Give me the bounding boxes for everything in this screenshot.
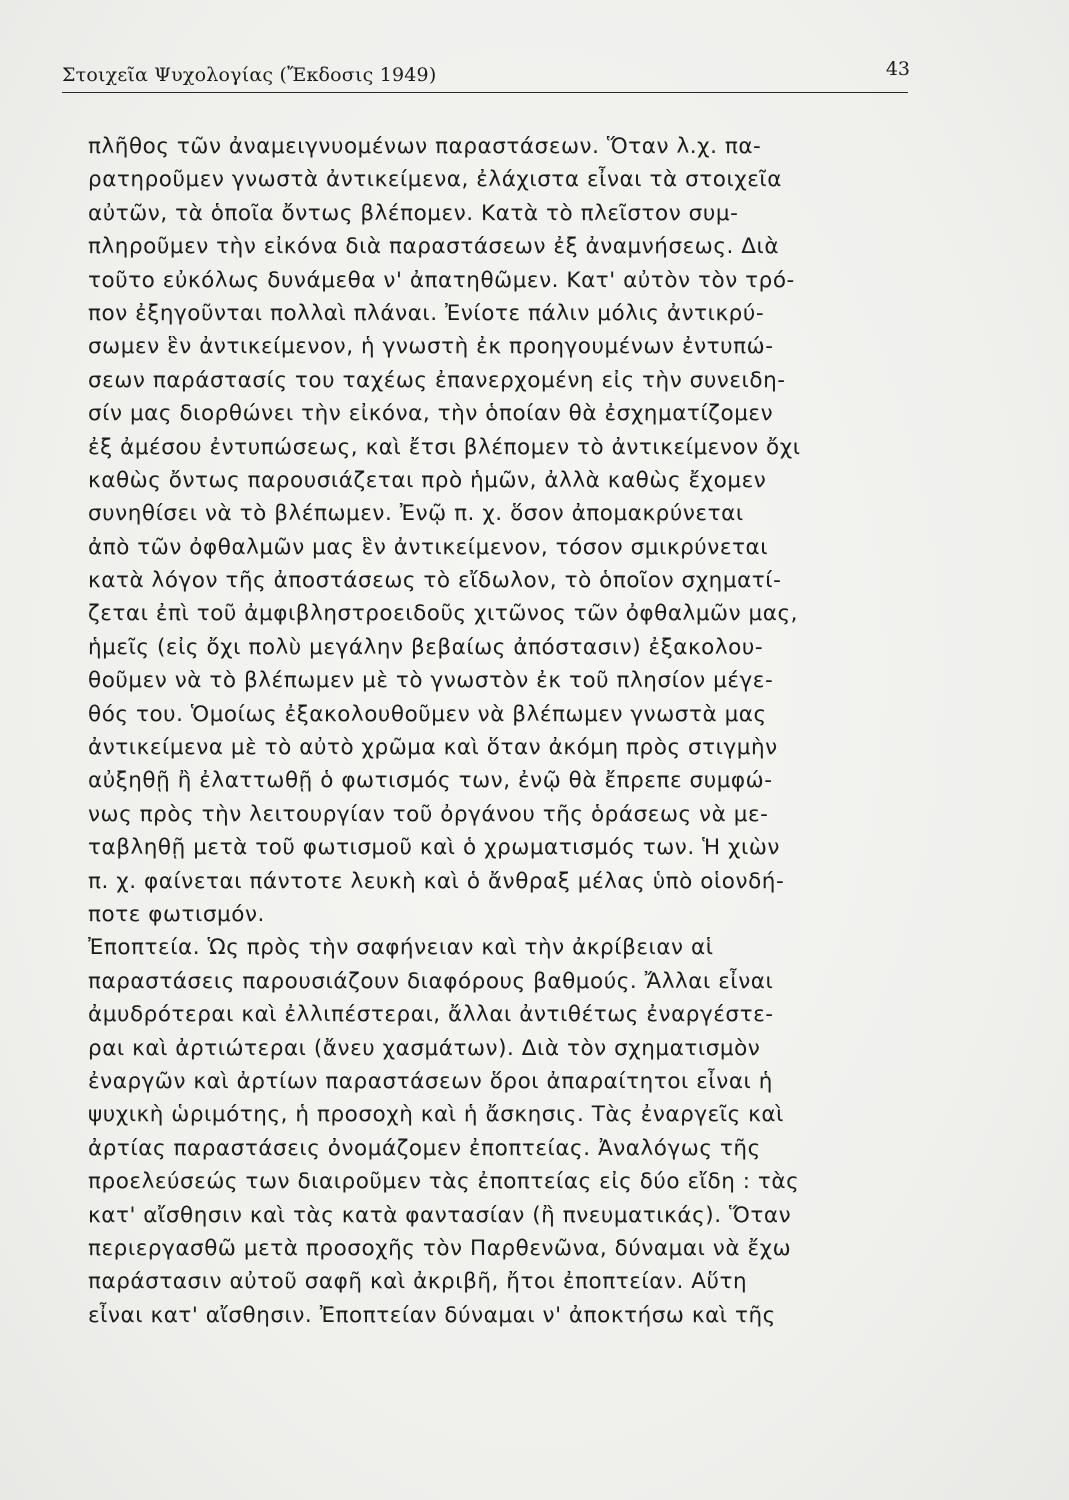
text-line: σωμεν ἓν ἀντικείμενον, ἡ γνωστὴ ἐκ προηγουμένων ἐντυπώ- bbox=[88, 334, 774, 360]
text-line: αὐξηθῇ ἢ ἐλαττωθῇ ὁ φωτισμός των, ἐνῷ θὰ ἔπρεπε συμφώ- bbox=[88, 768, 773, 794]
text-line: ἀμυδρότεραι καὶ ἐλλιπέστεραι, ἄλλαι ἀντιθέτως ἐναργέστε- bbox=[88, 1002, 774, 1028]
text-line: σεων παράστασίς του ταχέως ἐπανερχομένη εἰς τὴν συνειδη- bbox=[88, 367, 786, 393]
text-line: περιεργασθῶ μετὰ προσοχῆς τὸν Παρθενῶνα, δύναμαι νὰ ἔχω bbox=[88, 1235, 792, 1261]
page-number: 43 bbox=[885, 58, 910, 80]
text-line: ραι καὶ ἀρτιώτεραι (ἄνευ χασμάτων). Διὰ τὸν σχηματισμὸν bbox=[88, 1035, 761, 1061]
page-header bbox=[62, 58, 910, 94]
text-line: Ἐποπτεία. Ὡς πρὸς τὴν σαφήνειαν καὶ τὴν ἀκρίβειαν αἱ bbox=[88, 935, 714, 961]
text-line: παράστασιν αὐτοῦ σαφῆ καὶ ἀκριβῆ, ἤτοι ἐποπτείαν. Αὕτη bbox=[88, 1269, 748, 1295]
text-line: σίν μας διορθώνει τὴν εἰκόνα, τὴν ὁποίαν θὰ ἐσχηματίζομεν bbox=[88, 401, 774, 427]
text-line: κατὰ λόγον τῆς ἀποστάσεως τὸ εἴδωλον, τὸ ὁποῖον σχηματί- bbox=[88, 568, 782, 594]
header-rule bbox=[62, 92, 908, 93]
text-line: πλῆθος τῶν ἀναμειγνυομένων παραστάσεων. Ὅταν λ.χ. πα- bbox=[88, 134, 762, 159]
text-line: πληροῦμεν τὴν εἰκόνα διὰ παραστάσεων ἐξ ἀναμνήσεως. Διὰ bbox=[88, 234, 780, 260]
text-line: ἀρτίας παραστάσεις ὀνομάζομεν ἐποπτείας. Ἀναλόγως τῆς bbox=[88, 1135, 761, 1161]
text-line: ζεται ἐπὶ τοῦ ἀμφιβληστροειδοῦς χιτῶνος τῶν ὀφθαλμῶν μας, bbox=[88, 601, 799, 627]
body-text bbox=[88, 130, 938, 1332]
text-line: συνηθίσει νὰ τὸ βλέπωμεν. Ἐνῷ π. χ. ὅσον ἀπομακρύνεται bbox=[88, 501, 744, 527]
text-line: πον ἐξηγοῦνται πολλαὶ πλάναι. Ἐνίοτε πάλιν μόλις ἀντικρύ- bbox=[88, 300, 765, 326]
text-line: ἡμεῖς (εἰς ὄχι πολὺ μεγάλην βεβαίως ἀπόστασιν) ἐξακολου- bbox=[88, 634, 764, 660]
text-line: προελεύσεώς των διαιροῦμεν τὰς ἐποπτείας εἰς δύο εἴδη : τὰς bbox=[88, 1169, 800, 1195]
text-line: νως πρὸς τὴν λειτουργίαν τοῦ ὀργάνου τῆς ὁράσεως νὰ με- bbox=[88, 801, 769, 827]
text-line: καθὼς ὄντως παρουσιάζεται πρὸ ἡμῶν, ἀλλὰ καθὼς ἔχομεν bbox=[88, 467, 767, 493]
running-title: Στοιχεῖα Ψυχολογίας (Ἔκδοσις 1949) bbox=[62, 64, 437, 86]
text-line: ἐξ ἀμέσου ἐντυπώσεως, καὶ ἔτσι βλέπομεν τὸ ἀντικείμενον ὄχι bbox=[88, 434, 801, 460]
text-line: παραστάσεις παρουσιάζουν διαφόρους βαθμούς. Ἄλλαι εἶναι bbox=[88, 968, 774, 994]
text-line: ψυχικὴ ὡριμότης, ἡ προσοχὴ καὶ ἡ ἄσκησις. Τὰς ἐναργεῖς καὶ bbox=[88, 1102, 784, 1128]
text-line: θός του. Ὁμοίως ἐξακολουθοῦμεν νὰ βλέπωμεν γνωστὰ μας bbox=[88, 701, 767, 727]
text-line: κατ' αἴσθησιν καὶ τὰς κατὰ φαντασίαν (ἢ πνευματικάς). Ὅταν bbox=[88, 1202, 792, 1228]
text-line: εἶναι κατ' αἴσθησιν. Ἐποπτείαν δύναμαι ν' ἀποκτήσω καὶ τῆς bbox=[88, 1302, 776, 1328]
text-line: αὐτῶν, τὰ ὁποῖα ὄντως βλέπομεν. Κατὰ τὸ πλεῖστον συμ- bbox=[88, 200, 739, 226]
text-line: ἐναργῶν καὶ ἀρτίων παραστάσεων ὅροι ἀπαραίτητοι εἶναι ἡ bbox=[88, 1068, 773, 1094]
text-line: ἀπὸ τῶν ὀφθαλμῶν μας ἓν ἀντικείμενον, τόσον σμικρύνεται bbox=[88, 534, 769, 560]
text-line: θοῦμεν νὰ τὸ βλέπωμεν μὲ τὸ γνωστὸν ἐκ τοῦ πλησίον μέγε- bbox=[88, 668, 774, 694]
text-line: ταβληθῇ μετὰ τοῦ φωτισμοῦ καὶ ὁ χρωματισμός των. Ἡ χιὼν bbox=[88, 835, 780, 861]
text-line: τοῦτο εὐκόλως δυνάμεθα ν' ἀπατηθῶμεν. Κατ' αὐτὸν τὸν τρό- bbox=[88, 267, 795, 293]
text-line: ρατηροῦμεν γνωστὰ ἀντικείμενα, ἐλάχιστα εἶναι τὰ στοιχεῖα bbox=[88, 167, 782, 193]
text-line: ποτε φωτισμόν. bbox=[88, 901, 265, 927]
text-line: ἀντικείμενα μὲ τὸ αὐτὸ χρῶμα καὶ ὅταν ἀκόμη πρὸς στιγμὴν bbox=[88, 735, 778, 761]
text-line: π. χ. φαίνεται πάντοτε λευκὴ καὶ ὁ ἄνθραξ μέλας ὑπὸ οἱονδή- bbox=[88, 868, 785, 894]
